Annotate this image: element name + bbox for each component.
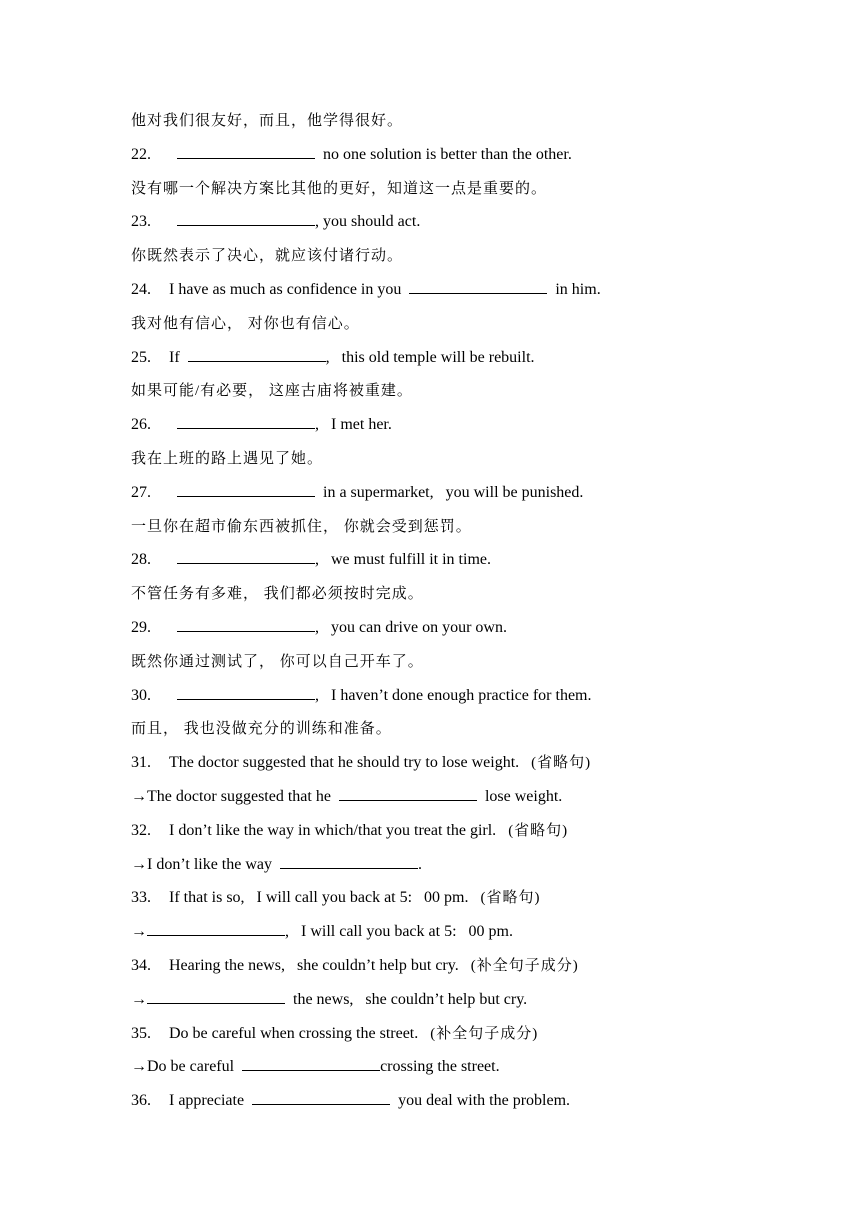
question-text-end: , this old temple will be rebuilt. <box>325 348 535 366</box>
question-number: 35. <box>131 1024 151 1042</box>
question-29 <box>131 615 771 649</box>
question-35 <box>131 1021 771 1055</box>
question-text: in a supermarket, you will be punished. <box>323 483 584 501</box>
rewrite-line <box>131 784 771 818</box>
question-number: 29. <box>131 618 151 636</box>
rewrite-text-end: . <box>418 855 423 873</box>
question-number: 27. <box>131 483 151 501</box>
rewrite-line <box>131 852 771 886</box>
answer-blank[interactable] <box>177 412 315 429</box>
answer-blank[interactable] <box>147 919 285 936</box>
question-28 <box>131 547 771 581</box>
translation-line: 如果可能/有必要， 这座古庙将被重建。 <box>131 383 413 400</box>
translation-line: 我对他有信心， 对你也有信心。 <box>131 315 360 332</box>
rewrite-text-end: the news, she couldn’t help but cry. <box>293 990 528 1008</box>
answer-blank[interactable] <box>242 1054 380 1071</box>
question-text: , I haven’t done enough practice for them. <box>315 686 592 704</box>
translation-line: 不管任务有多难， 我们都必须按时完成。 <box>131 586 424 603</box>
rewrite-text: → <box>131 990 147 1008</box>
question-22 <box>131 142 771 176</box>
rewrite-text-end: crossing the street. <box>380 1058 500 1076</box>
rewrite-text-end: , I will call you back at 5: 00 pm. <box>285 923 513 941</box>
question-text: Do be careful when crossing the street. <box>169 1024 419 1042</box>
question-text: I don’t like the way in which/that you treat the girl. <box>169 821 497 839</box>
rewrite-text: → <box>131 923 147 941</box>
rewrite-line <box>131 1054 771 1088</box>
question-text: If that is so, I will call you back at 5: 00 pm. <box>169 889 469 907</box>
rewrite-text-end: lose weight. <box>484 787 563 805</box>
question-text: I have as much as confidence in you <box>169 280 402 298</box>
answer-blank[interactable] <box>339 784 477 801</box>
question-number: 22. <box>131 145 151 163</box>
question-number: 31. <box>131 754 151 772</box>
answer-blank[interactable] <box>147 987 285 1004</box>
question-type-note: (省略句) <box>508 822 569 839</box>
question-number: 26. <box>131 416 151 434</box>
translation-line: 而且， 我也没做充分的训练和准备。 <box>131 721 392 738</box>
question-type-note: (省略句) <box>531 755 592 772</box>
question-number: 36. <box>131 1092 151 1110</box>
answer-blank[interactable] <box>177 615 315 632</box>
question-27 <box>131 480 771 514</box>
question-24 <box>131 277 771 311</box>
translation-line: 我在上班的路上遇见了她。 <box>131 450 324 467</box>
question-31 <box>131 750 771 784</box>
translation-line: 既然你通过测试了， 你可以自己开车了。 <box>131 653 424 670</box>
question-number: 24. <box>131 280 151 298</box>
question-type-note: (省略句) <box>480 890 541 907</box>
answer-blank[interactable] <box>177 142 315 159</box>
question-type-note: (补全句子成分) <box>470 957 579 974</box>
question-number: 32. <box>131 821 151 839</box>
rewrite-text: →I don’t like the way <box>131 855 273 873</box>
question-number: 33. <box>131 889 151 907</box>
question-23 <box>131 209 771 243</box>
question-number: 23. <box>131 213 151 231</box>
question-26 <box>131 412 771 446</box>
rewrite-text: →Do be careful <box>131 1058 235 1076</box>
answer-blank[interactable] <box>409 277 547 294</box>
question-number: 30. <box>131 686 151 704</box>
question-type-note: (补全句子成分) <box>430 1025 539 1042</box>
answer-blank[interactable] <box>177 209 315 226</box>
answer-blank[interactable] <box>188 345 326 362</box>
question-25 <box>131 345 771 379</box>
question-text: The doctor suggested that he should try to lose weight. <box>169 754 520 772</box>
answer-blank[interactable] <box>177 547 315 564</box>
translation-line: 一旦你在超市偷东西被抓住， 你就会受到惩罚。 <box>131 518 472 535</box>
translation-line: 没有哪一个解决方案比其他的更好，知道这一点是重要的。 <box>131 180 548 197</box>
question-36 <box>131 1088 771 1122</box>
question-34 <box>131 953 771 987</box>
question-text: I appreciate <box>169 1092 245 1110</box>
question-text: Hearing the news, she couldn’t help but cry. <box>169 956 459 974</box>
question-33 <box>131 885 771 919</box>
document-page <box>131 108 771 1122</box>
rewrite-line <box>131 987 771 1021</box>
rewrite-text: →The doctor suggested that he <box>131 787 331 805</box>
question-text: , we must fulfill it in time. <box>315 551 491 569</box>
question-text: If <box>169 348 180 366</box>
question-text-end: in him. <box>555 280 601 298</box>
question-text: , you should act. <box>315 213 421 231</box>
answer-blank[interactable] <box>252 1088 390 1105</box>
translation-line: 他对我们很友好，而且，他学得很好。 <box>131 113 404 129</box>
question-number: 34. <box>131 956 151 974</box>
answer-blank[interactable] <box>280 852 418 869</box>
answer-blank[interactable] <box>177 480 315 497</box>
question-text: , I met her. <box>315 416 392 434</box>
answer-blank[interactable] <box>177 683 315 700</box>
question-number: 25. <box>131 348 151 366</box>
question-text: no one solution is better than the other. <box>323 145 572 163</box>
question-text: , you can drive on your own. <box>315 618 507 636</box>
question-32 <box>131 818 771 852</box>
question-30 <box>131 683 771 717</box>
rewrite-line <box>131 919 771 953</box>
translation-line: 你既然表示了决心，就应该付诸行动。 <box>131 248 404 265</box>
question-number: 28. <box>131 551 151 569</box>
question-text-end: you deal with the problem. <box>398 1092 571 1110</box>
